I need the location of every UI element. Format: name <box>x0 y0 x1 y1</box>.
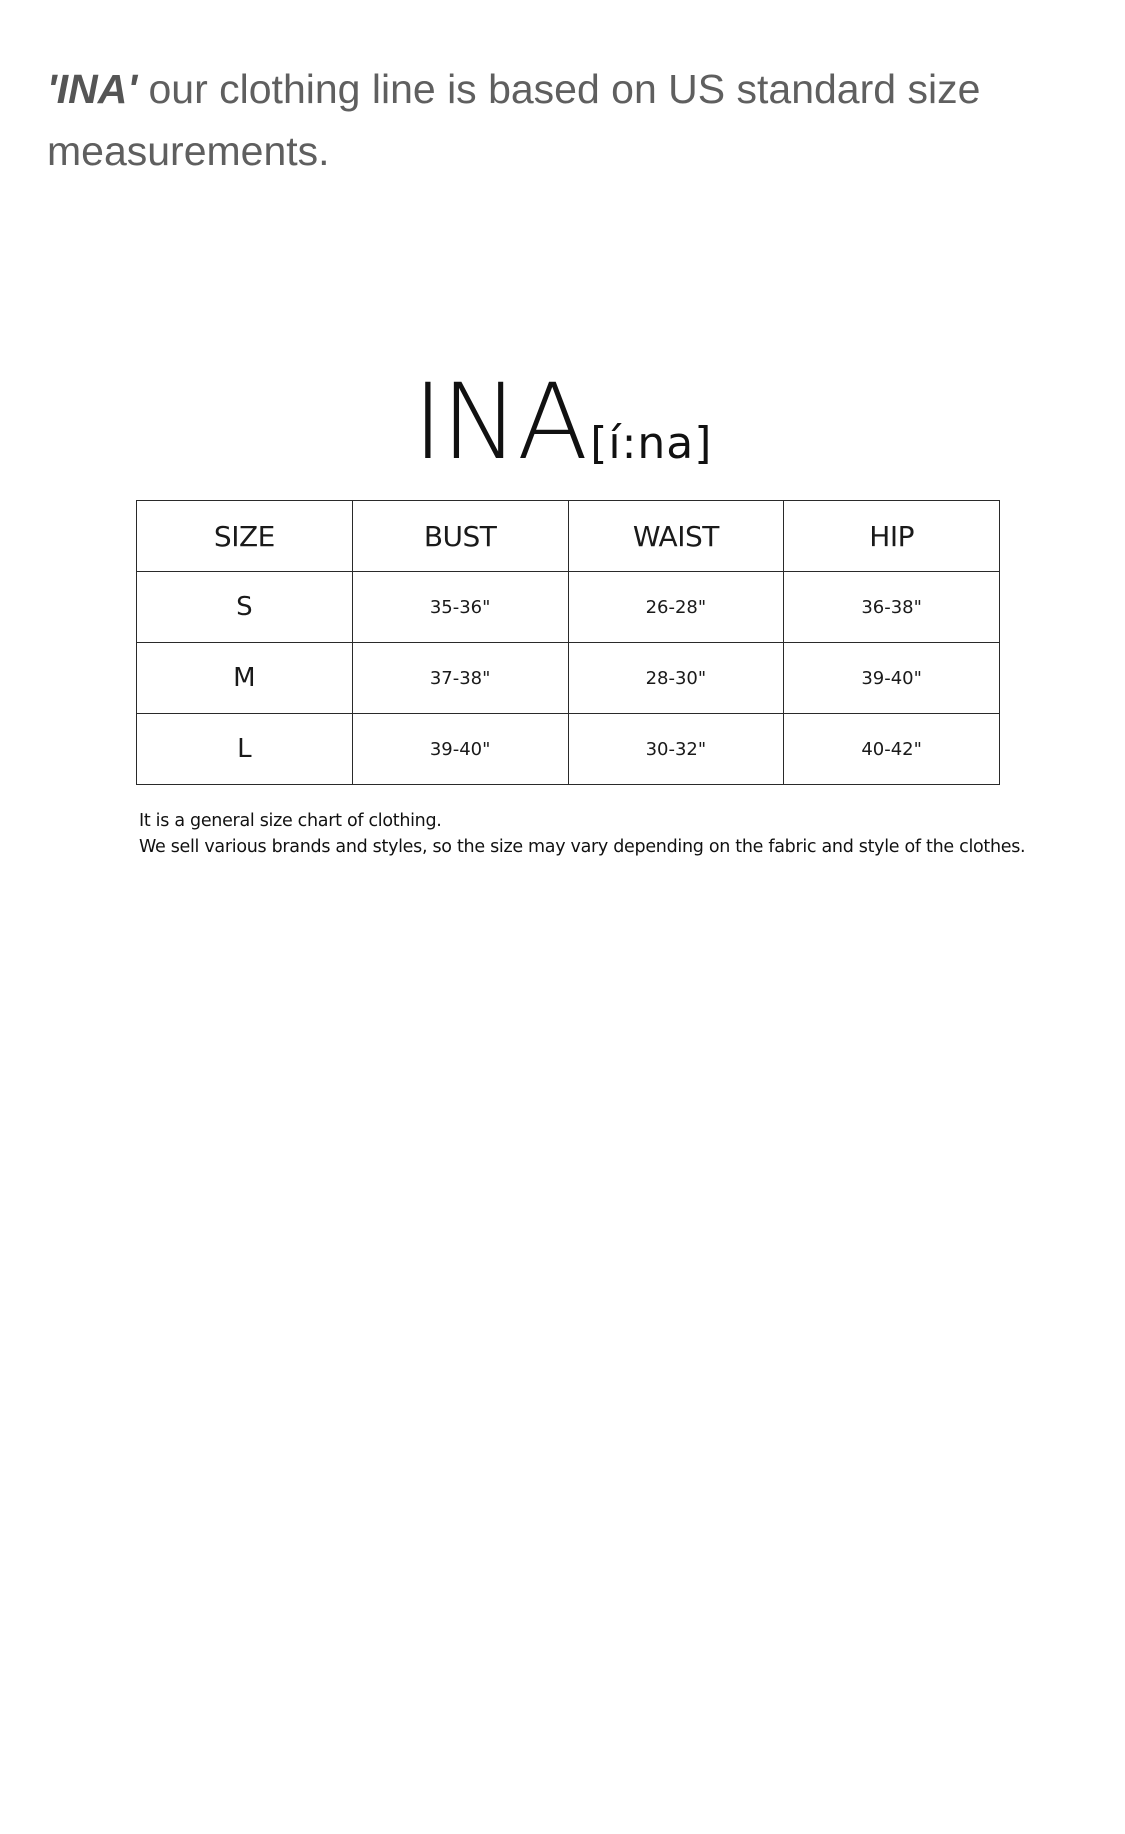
table-row <box>137 643 1000 714</box>
header-waist: WAIST <box>568 501 784 572</box>
waist-cell: 28-30" <box>568 643 784 714</box>
logo-phonetic: [í:na] <box>590 418 713 469</box>
waist-cell: 26-28" <box>568 572 784 643</box>
size-cell: S <box>137 572 353 643</box>
size-chart-table <box>136 500 1000 785</box>
size-cell: M <box>137 643 353 714</box>
note-line-general: It is a general size chart of clothing. <box>139 811 442 831</box>
waist-cell: 30-32" <box>568 714 784 785</box>
hip-cell: 36-38" <box>784 572 1000 643</box>
header-bust: BUST <box>352 501 568 572</box>
ina-logo <box>0 361 1125 483</box>
header-size: SIZE <box>137 501 353 572</box>
hip-cell: 40-42" <box>784 714 1000 785</box>
intro-text <box>47 58 1077 182</box>
intro-brand-name: 'INA' <box>47 66 138 112</box>
size-cell: L <box>137 714 353 785</box>
note-line-variation: We sell various brands and styles, so the size may vary depending on the fabric and style of the clothes. <box>139 837 1026 857</box>
intro-description: our clothing line is based on US standard size measurements. <box>47 66 981 174</box>
bust-cell: 35-36" <box>352 572 568 643</box>
size-chart-notes <box>139 808 1039 860</box>
hip-cell: 39-40" <box>784 643 1000 714</box>
table-header-row <box>137 501 1000 572</box>
table-row <box>137 572 1000 643</box>
header-hip: HIP <box>784 501 1000 572</box>
logo-word: INA <box>412 361 587 483</box>
bust-cell: 39-40" <box>352 714 568 785</box>
bust-cell: 37-38" <box>352 643 568 714</box>
table-row <box>137 714 1000 785</box>
